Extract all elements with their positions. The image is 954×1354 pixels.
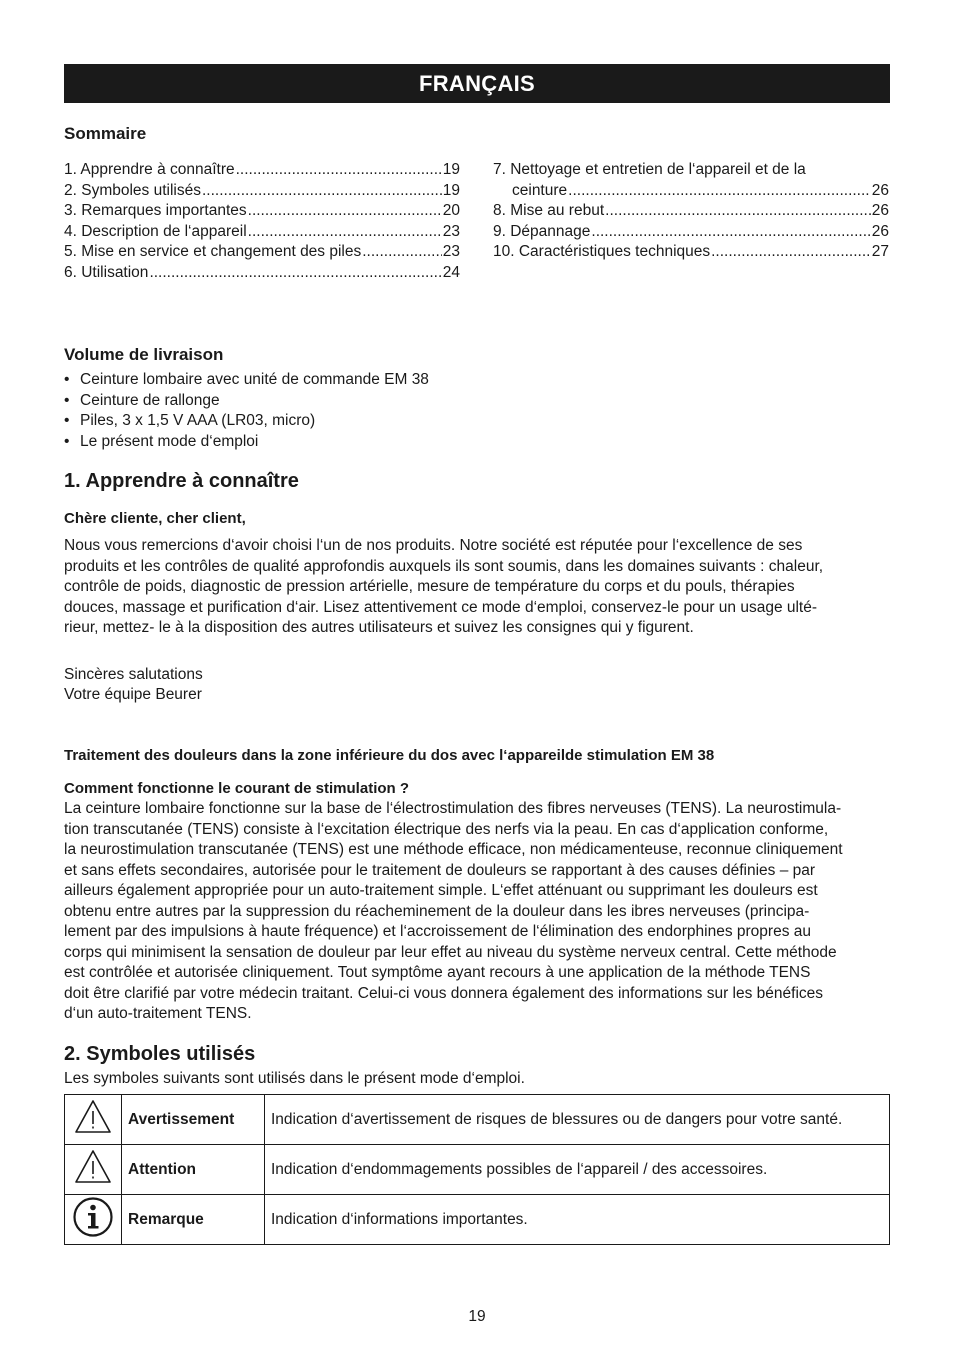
intro-paragraph xyxy=(64,536,904,639)
toc-entry[interactable] xyxy=(64,242,460,263)
text-line: La ceinture lombaire fonctionne sur la base de l‘électrostimulation des fibres nerveuses (TENS). La neurostimula- xyxy=(64,800,842,817)
warning-triangle-icon xyxy=(65,1095,122,1145)
symbols-table xyxy=(64,1094,890,1245)
toc-entry-page: 19 xyxy=(442,181,460,199)
page-number: 19 xyxy=(468,1308,486,1325)
toc-entry-page: 26 xyxy=(871,181,889,199)
delivery-list xyxy=(64,370,564,452)
toc-heading: Sommaire xyxy=(64,124,147,143)
toc-entry-label: 2. Symboles utilisés xyxy=(64,181,201,199)
symbol-description: Indication d‘endommagements possibles de l‘appareil / des accessoires. xyxy=(265,1145,890,1195)
text-line: douces, massage et purification d‘air. Lisez attentivement ce mode d‘emploi, conservez-le pour un usage ulté- xyxy=(64,598,818,616)
text-line: ailleurs également appropriée pour un auto-traitement simple. L‘effet atténuant ou supprimant les douleurs est xyxy=(64,882,818,899)
toc-right-column xyxy=(493,160,889,263)
language-header: FRANÇAIS xyxy=(64,64,890,103)
toc-entry[interactable] xyxy=(64,222,460,243)
toc-entry-page: 26 xyxy=(871,222,889,240)
toc-entry-label: 10. Caractéristiques techniques xyxy=(493,243,711,260)
text-line: d‘un auto-traitement TENS. xyxy=(64,1005,252,1022)
toc-entry-label: 6. Utilisation xyxy=(64,263,149,281)
symbols-intro: Les symboles suivants sont utilisés dans le présent mode d‘emploi. xyxy=(64,1070,525,1087)
toc-entry-label: 4. Description de l‘appareil xyxy=(64,222,247,240)
list-item: • Ceinture lombaire avec unité de commande EM 38 xyxy=(64,370,564,391)
toc-entry[interactable] xyxy=(493,222,889,243)
table-row xyxy=(65,1195,890,1245)
tens-paragraph xyxy=(64,799,904,1025)
treatment-heading: Traitement des douleurs dans la zone inférieure du dos avec l‘appareilde stimulation EM 38 xyxy=(64,747,715,764)
toc-entry[interactable] xyxy=(493,201,889,222)
table-row xyxy=(65,1145,890,1195)
text-line: est contrôlée et autorisée cliniquement. Tout symptôme ayant recours à une application de la méthode TENS xyxy=(64,964,811,981)
toc-entry-label: 8. Mise au rebut xyxy=(493,202,605,219)
section2-heading: 2. Symboles utilisés xyxy=(64,1043,256,1065)
question-heading: Comment fonctionne le courant de stimulation ? xyxy=(64,780,410,797)
closing-salutation: Sincères salutations xyxy=(64,666,203,683)
symbol-description: Indication d‘avertissement de risques de blessures ou de dangers pour votre santé. xyxy=(265,1095,890,1145)
toc-entry-page: 23 xyxy=(442,243,460,260)
closing-signature: Votre équipe Beurer xyxy=(64,686,202,703)
text-line: rieur, mettez- le à la disposition des autres utilisateurs et suivez les consignes qui y figurent. xyxy=(64,619,694,636)
text-line: corps qui minimisent la sensation de douleur par leur effet au niveau du système nerveux central. Cette méthode xyxy=(64,943,837,961)
section1-heading: 1. Apprendre à connaître xyxy=(64,470,299,492)
toc-entry-label: 3. Remarques importantes xyxy=(64,202,247,219)
text-line: la neurostimulation transcutanée (TENS) est une méthode efficace, non médicamenteuse, reconnue cliniquement xyxy=(64,841,843,858)
toc-entry-label: ceinture xyxy=(512,181,568,199)
toc-entry-label: 1. Apprendre à connaître xyxy=(64,161,235,178)
greeting: Chère cliente, cher client, xyxy=(64,510,246,527)
text-line: contrôle de poids, diagnostic de pression artérielle, mesure de température du corps et du pouls, thérapies xyxy=(64,578,795,595)
toc-entry[interactable] xyxy=(64,160,460,181)
toc-entry-label[interactable]: 7. Nettoyage et entretien de l‘appareil et de la xyxy=(493,161,806,178)
toc-entry-page: 26 xyxy=(871,202,889,219)
table-row xyxy=(65,1095,890,1145)
delivery-heading: Volume de livraison xyxy=(64,345,224,364)
toc-entry[interactable] xyxy=(493,242,889,263)
list-item: • Piles, 3 x 1,5 V AAA (LR03, micro) xyxy=(64,411,564,432)
symbol-name: Attention xyxy=(122,1145,265,1195)
toc-entry[interactable] xyxy=(64,181,460,202)
text-line: doit être clarifié par votre médecin traitant. Celui-ci vous donnera également des informations sur les bénéfices xyxy=(64,984,824,1002)
info-circle-icon xyxy=(65,1195,122,1245)
warning-triangle-icon xyxy=(65,1145,122,1195)
text-line: obtenu entre autres par la suppression du réacheminement de la douleur dans les ibres nerveuses (principa- xyxy=(64,902,810,920)
toc-entry-page: 23 xyxy=(442,222,460,240)
toc-left-column xyxy=(64,160,460,283)
text-line: et sans effets secondaires, autorisée pour le traitement de douleurs se rapportant à des causes définies – par xyxy=(64,861,816,879)
toc-entry-page: 24 xyxy=(442,263,460,281)
list-item: • Ceinture de rallonge xyxy=(64,391,564,412)
toc-entry-page: 19 xyxy=(442,161,460,178)
text-line: tion transcutanée (TENS) consiste à l‘excitation électrique des nerfs via la peau. En cas d‘application conforme, xyxy=(64,820,829,838)
text-line: produits et les contrôles de qualité approfondis auxquels ils sont soumis, dans les domaines suivants : chaleur, xyxy=(64,557,824,575)
text-line: Nous vous remercions d‘avoir choisi l‘un de nos produits. Notre société est réputée pour l‘excellence de ses xyxy=(64,537,803,554)
toc-entry-page: 27 xyxy=(871,243,889,260)
toc-entry[interactable] xyxy=(64,263,460,284)
symbol-name: Remarque xyxy=(122,1195,265,1245)
symbol-description: Indication d‘informations importantes. xyxy=(265,1195,890,1245)
toc-entry-label: 5. Mise en service et changement des piles xyxy=(64,243,362,260)
list-item: • Le présent mode d‘emploi xyxy=(64,432,564,453)
toc-entry-label: 9. Dépannage xyxy=(493,222,591,240)
toc-entry[interactable] xyxy=(493,181,889,202)
text-line: lement par des impulsions à haute fréquence) et l‘accroissement de l‘élimination des endorphines propres au xyxy=(64,923,812,940)
toc-entry-page: 20 xyxy=(442,202,460,219)
toc-entry[interactable] xyxy=(64,201,460,222)
symbol-name: Avertissement xyxy=(122,1095,265,1145)
